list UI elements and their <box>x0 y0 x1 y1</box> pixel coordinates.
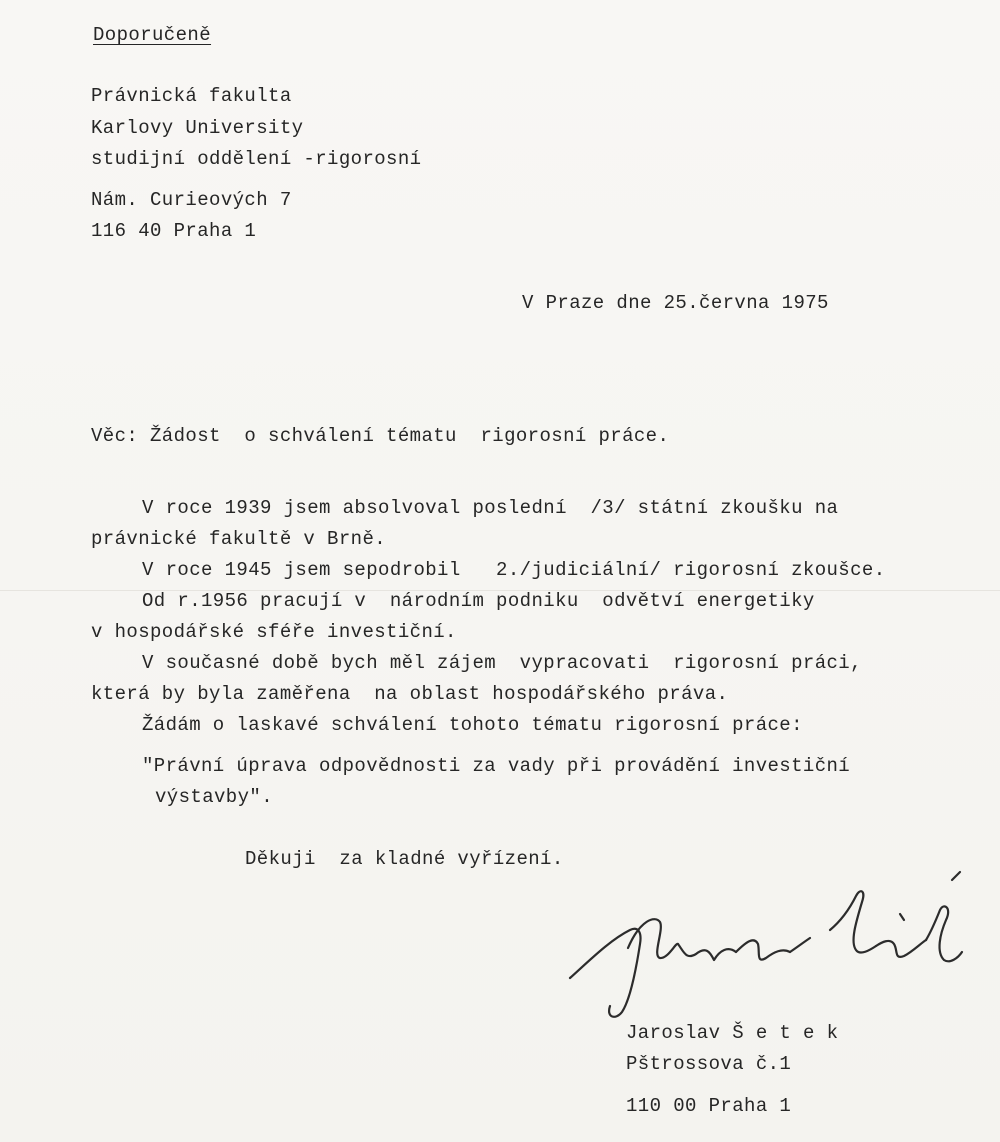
sender-city: 110 00 Praha 1 <box>626 1095 792 1117</box>
recipient-city: 116 40 Praha 1 <box>91 220 257 242</box>
body-line: V roce 1945 jsem sepodrobil 2./judiciální/ rigorosní zkoušce. <box>142 559 886 581</box>
body-line: právnické fakultě v Brně. <box>91 528 387 550</box>
quoted-title-line-1: "Právní úprava odpovědnosti za vady při provádění investiční <box>142 755 851 777</box>
sender-street: Pštrossova č.1 <box>626 1053 792 1075</box>
recipient-line-1: Právnická fakulta <box>91 85 292 107</box>
recipient-line-3: studijní oddělení -rigorosní <box>91 148 422 170</box>
body-line: Od r.1956 pracují v národním podniku odvětví energetiky <box>142 590 815 612</box>
subject-line: Věc: Žádost o schválení tématu rigorosní práce. <box>91 425 670 447</box>
closing-line: Děkuji za kladné vyřízení. <box>245 848 564 870</box>
body-line: v hospodářské sféře investiční. <box>91 621 457 643</box>
sender-name: Jaroslav Š e t e k <box>626 1022 839 1044</box>
recipient-line-2: Karlovy University <box>91 117 304 139</box>
date-line: V Praze dne 25.června 1975 <box>522 292 829 314</box>
body-line: Žádám o laskavé schválení tohoto tématu rigorosní práce: <box>142 714 803 736</box>
body-line: V roce 1939 jsem absolvoval poslední /3/ státní zkoušku na <box>142 497 839 519</box>
body-line: která by byla zaměřena na oblast hospodářského práva. <box>91 683 729 705</box>
recipient-street: Nám. Curieových 7 <box>91 189 292 211</box>
body-line: V současné době bych měl zájem vypracovati rigorosní práci, <box>142 652 862 674</box>
handwritten-signature <box>560 860 980 1020</box>
quoted-title-line-2: výstavby". <box>155 786 274 808</box>
delivery-note: Doporučeně <box>93 24 212 46</box>
